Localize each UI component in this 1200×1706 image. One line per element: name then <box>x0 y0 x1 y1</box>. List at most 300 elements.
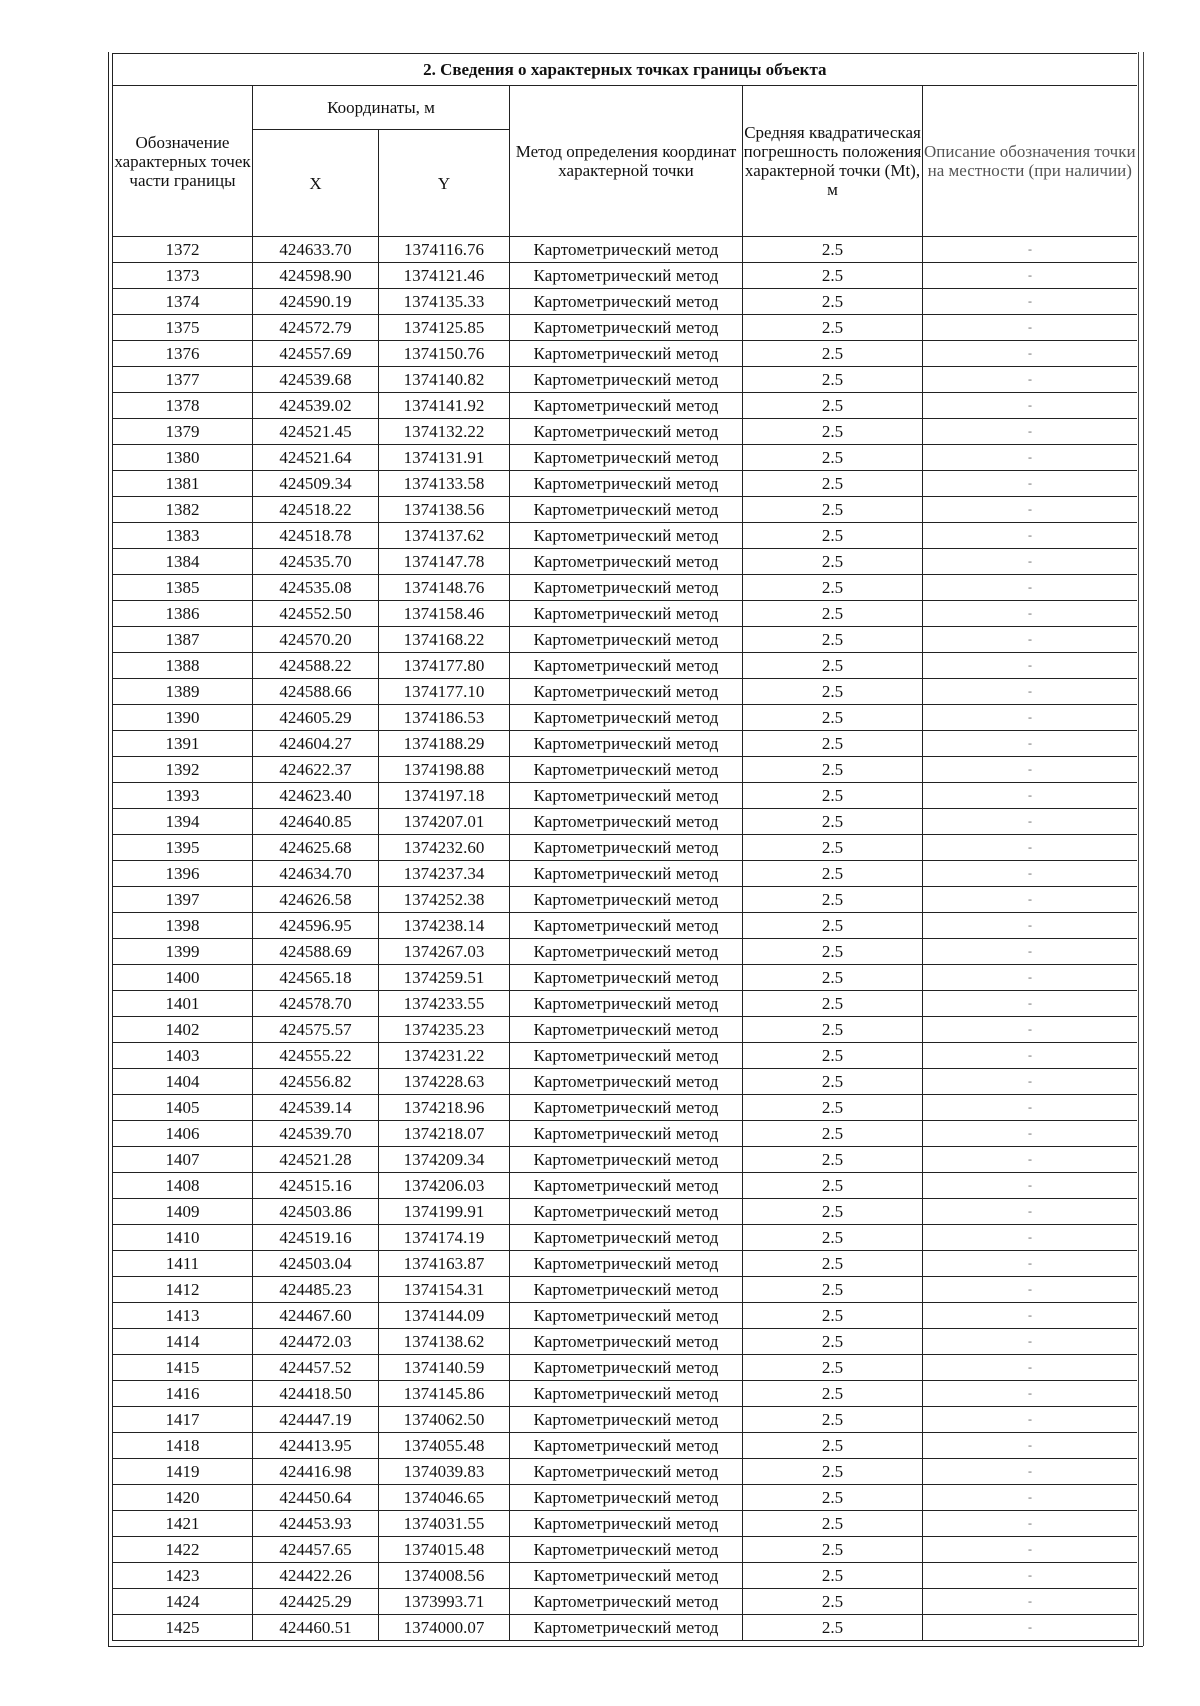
description-dash: - <box>1028 1516 1032 1530</box>
point-id-cell: 1384 <box>113 549 253 575</box>
accuracy-cell: 2.5 <box>743 601 923 627</box>
description-dash: - <box>1028 242 1032 256</box>
y-coordinate-cell: 1374235.23 <box>379 1017 510 1043</box>
method-cell: Картометрический метод <box>510 1069 743 1095</box>
method-cell: Картометрический метод <box>510 731 743 757</box>
description-dash: - <box>1028 320 1032 334</box>
point-id-cell: 1400 <box>113 965 253 991</box>
x-coordinate-cell: 424453.93 <box>253 1511 379 1537</box>
accuracy-cell: 2.5 <box>743 887 923 913</box>
table-row <box>113 1277 1137 1303</box>
method-cell: Картометрический метод <box>510 445 743 471</box>
table-row <box>113 627 1137 653</box>
table-row <box>113 679 1137 705</box>
y-coordinate-cell: 1374046.65 <box>379 1485 510 1511</box>
y-coordinate-cell: 1374158.46 <box>379 601 510 627</box>
description-cell <box>923 497 1137 523</box>
accuracy-cell: 2.5 <box>743 705 923 731</box>
accuracy-cell: 2.5 <box>743 1589 923 1615</box>
x-coordinate-cell: 424535.70 <box>253 549 379 575</box>
description-cell <box>923 939 1137 965</box>
description-dash: - <box>1028 1490 1032 1504</box>
table-row <box>113 653 1137 679</box>
table-row <box>113 1199 1137 1225</box>
accuracy-cell: 2.5 <box>743 1511 923 1537</box>
description-cell <box>923 1303 1137 1329</box>
description-dash: - <box>1028 1464 1032 1478</box>
x-coordinate-cell: 424472.03 <box>253 1329 379 1355</box>
table-row <box>113 1511 1137 1537</box>
accuracy-cell: 2.5 <box>743 315 923 341</box>
table-row <box>113 835 1137 861</box>
method-cell: Картометрический метод <box>510 549 743 575</box>
description-dash: - <box>1028 1334 1032 1348</box>
point-id-cell: 1405 <box>113 1095 253 1121</box>
table-row <box>113 315 1137 341</box>
point-id-cell: 1419 <box>113 1459 253 1485</box>
table-row <box>113 991 1137 1017</box>
x-coordinate-cell: 424598.90 <box>253 263 379 289</box>
description-cell <box>923 1225 1137 1251</box>
method-cell: Картометрический метод <box>510 575 743 601</box>
accuracy-cell: 2.5 <box>743 653 923 679</box>
accuracy-cell: 2.5 <box>743 1225 923 1251</box>
accuracy-cell: 2.5 <box>743 1615 923 1641</box>
description-cell <box>923 1277 1137 1303</box>
description-dash: - <box>1028 1022 1032 1036</box>
table-row <box>113 757 1137 783</box>
point-id-cell: 1375 <box>113 315 253 341</box>
description-dash: - <box>1028 710 1032 724</box>
point-id-cell: 1394 <box>113 809 253 835</box>
x-coordinate-cell: 424539.68 <box>253 367 379 393</box>
method-cell: Картометрический метод <box>510 1303 743 1329</box>
x-coordinate-cell: 424565.18 <box>253 965 379 991</box>
x-coordinate-cell: 424467.60 <box>253 1303 379 1329</box>
method-cell: Картометрический метод <box>510 1199 743 1225</box>
description-dash: - <box>1028 372 1032 386</box>
description-dash: - <box>1028 606 1032 620</box>
table-row <box>113 523 1137 549</box>
y-coordinate-cell: 1374000.07 <box>379 1615 510 1641</box>
method-cell: Картометрический метод <box>510 835 743 861</box>
y-coordinate-cell: 1374150.76 <box>379 341 510 367</box>
table-row <box>113 1329 1137 1355</box>
description-dash: - <box>1028 294 1032 308</box>
boundary-points-table <box>112 53 1137 1641</box>
point-id-cell: 1411 <box>113 1251 253 1277</box>
description-cell <box>923 1407 1137 1433</box>
description-cell <box>923 653 1137 679</box>
point-id-cell: 1385 <box>113 575 253 601</box>
accuracy-cell: 2.5 <box>743 1381 923 1407</box>
point-id-cell: 1403 <box>113 1043 253 1069</box>
accuracy-cell: 2.5 <box>743 627 923 653</box>
description-cell <box>923 471 1137 497</box>
y-coordinate-cell: 1374177.80 <box>379 653 510 679</box>
y-coordinate-cell: 1374039.83 <box>379 1459 510 1485</box>
description-cell <box>923 1537 1137 1563</box>
point-id-cell: 1376 <box>113 341 253 367</box>
x-coordinate-cell: 424418.50 <box>253 1381 379 1407</box>
description-cell <box>923 523 1137 549</box>
table-row <box>113 731 1137 757</box>
y-coordinate-cell: 1374267.03 <box>379 939 510 965</box>
y-coordinate-cell: 1374163.87 <box>379 1251 510 1277</box>
x-coordinate-cell: 424519.16 <box>253 1225 379 1251</box>
description-cell <box>923 835 1137 861</box>
point-id-cell: 1407 <box>113 1147 253 1173</box>
description-cell <box>923 1121 1137 1147</box>
description-cell <box>923 1251 1137 1277</box>
description-cell <box>923 731 1137 757</box>
method-cell: Картометрический метод <box>510 1615 743 1641</box>
accuracy-cell: 2.5 <box>743 861 923 887</box>
accuracy-cell: 2.5 <box>743 913 923 939</box>
description-dash: - <box>1028 554 1032 568</box>
y-coordinate-cell: 1374207.01 <box>379 809 510 835</box>
x-coordinate-cell: 424557.69 <box>253 341 379 367</box>
method-cell: Картометрический метод <box>510 1485 743 1511</box>
header-method: Метод определения координат характерной точки <box>510 86 743 237</box>
accuracy-cell: 2.5 <box>743 757 923 783</box>
accuracy-cell: 2.5 <box>743 497 923 523</box>
accuracy-cell: 2.5 <box>743 1173 923 1199</box>
accuracy-cell: 2.5 <box>743 1199 923 1225</box>
section-title: 2. Сведения о характерных точках границы объекта <box>113 54 1137 86</box>
point-id-cell: 1417 <box>113 1407 253 1433</box>
description-cell <box>923 991 1137 1017</box>
y-coordinate-cell: 1374138.56 <box>379 497 510 523</box>
x-coordinate-cell: 424509.34 <box>253 471 379 497</box>
description-cell <box>923 1459 1137 1485</box>
accuracy-cell: 2.5 <box>743 1147 923 1173</box>
x-coordinate-cell: 424521.64 <box>253 445 379 471</box>
table-row <box>113 1589 1137 1615</box>
table-row <box>113 601 1137 627</box>
accuracy-cell: 2.5 <box>743 1095 923 1121</box>
point-id-cell: 1395 <box>113 835 253 861</box>
method-cell: Картометрический метод <box>510 939 743 965</box>
header-x: X <box>253 130 379 237</box>
accuracy-cell: 2.5 <box>743 939 923 965</box>
accuracy-cell: 2.5 <box>743 731 923 757</box>
description-cell <box>923 1615 1137 1641</box>
point-id-cell: 1388 <box>113 653 253 679</box>
accuracy-cell: 2.5 <box>743 471 923 497</box>
table-row <box>113 1303 1137 1329</box>
y-coordinate-cell: 1374188.29 <box>379 731 510 757</box>
table-row <box>113 783 1137 809</box>
point-id-cell: 1387 <box>113 627 253 653</box>
description-cell <box>923 1147 1137 1173</box>
accuracy-cell: 2.5 <box>743 393 923 419</box>
method-cell: Картометрический метод <box>510 1173 743 1199</box>
description-cell <box>923 679 1137 705</box>
description-dash: - <box>1028 1386 1032 1400</box>
x-coordinate-cell: 424413.95 <box>253 1433 379 1459</box>
x-coordinate-cell: 424634.70 <box>253 861 379 887</box>
y-coordinate-cell: 1374154.31 <box>379 1277 510 1303</box>
point-id-cell: 1418 <box>113 1433 253 1459</box>
description-dash: - <box>1028 476 1032 490</box>
x-coordinate-cell: 424588.22 <box>253 653 379 679</box>
y-coordinate-cell: 1374197.18 <box>379 783 510 809</box>
y-coordinate-cell: 1374177.10 <box>379 679 510 705</box>
description-dash: - <box>1028 918 1032 932</box>
method-cell: Картометрический метод <box>510 263 743 289</box>
x-coordinate-cell: 424518.78 <box>253 523 379 549</box>
method-cell: Картометрический метод <box>510 237 743 263</box>
method-cell: Картометрический метод <box>510 887 743 913</box>
x-coordinate-cell: 424460.51 <box>253 1615 379 1641</box>
method-cell: Картометрический метод <box>510 1355 743 1381</box>
description-cell <box>923 705 1137 731</box>
description-cell <box>923 1043 1137 1069</box>
x-coordinate-cell: 424518.22 <box>253 497 379 523</box>
description-cell <box>923 965 1137 991</box>
method-cell: Картометрический метод <box>510 1459 743 1485</box>
table-row <box>113 1355 1137 1381</box>
description-dash: - <box>1028 1282 1032 1296</box>
description-dash: - <box>1028 840 1032 854</box>
table-row <box>113 289 1137 315</box>
method-cell: Картометрический метод <box>510 1017 743 1043</box>
description-cell <box>923 419 1137 445</box>
x-coordinate-cell: 424521.28 <box>253 1147 379 1173</box>
description-cell <box>923 341 1137 367</box>
point-id-cell: 1422 <box>113 1537 253 1563</box>
accuracy-cell: 2.5 <box>743 1303 923 1329</box>
description-dash: - <box>1028 684 1032 698</box>
description-dash: - <box>1028 944 1032 958</box>
y-coordinate-cell: 1374141.92 <box>379 393 510 419</box>
description-dash: - <box>1028 1620 1032 1634</box>
method-cell: Картометрический метод <box>510 809 743 835</box>
description-dash: - <box>1028 1178 1032 1192</box>
description-dash: - <box>1028 1308 1032 1322</box>
x-coordinate-cell: 424588.69 <box>253 939 379 965</box>
description-cell <box>923 263 1137 289</box>
method-cell: Картометрический метод <box>510 1147 743 1173</box>
description-dash: - <box>1028 1152 1032 1166</box>
method-cell: Картометрический метод <box>510 1095 743 1121</box>
y-coordinate-cell: 1374231.22 <box>379 1043 510 1069</box>
x-coordinate-cell: 424539.70 <box>253 1121 379 1147</box>
point-id-cell: 1412 <box>113 1277 253 1303</box>
description-dash: - <box>1028 632 1032 646</box>
point-id-cell: 1374 <box>113 289 253 315</box>
method-cell: Картометрический метод <box>510 627 743 653</box>
description-dash: - <box>1028 970 1032 984</box>
description-cell <box>923 887 1137 913</box>
method-cell: Картометрический метод <box>510 705 743 731</box>
point-id-cell: 1399 <box>113 939 253 965</box>
description-cell <box>923 289 1137 315</box>
point-id-cell: 1423 <box>113 1563 253 1589</box>
x-coordinate-cell: 424450.64 <box>253 1485 379 1511</box>
description-cell <box>923 601 1137 627</box>
method-cell: Картометрический метод <box>510 601 743 627</box>
table-row <box>113 575 1137 601</box>
point-id-cell: 1372 <box>113 237 253 263</box>
method-cell: Картометрический метод <box>510 1329 743 1355</box>
point-id-cell: 1396 <box>113 861 253 887</box>
x-coordinate-cell: 424503.04 <box>253 1251 379 1277</box>
table-row <box>113 1407 1137 1433</box>
table-row <box>113 1069 1137 1095</box>
description-dash: - <box>1028 1594 1032 1608</box>
y-coordinate-cell: 1374209.34 <box>379 1147 510 1173</box>
method-cell: Картометрический метод <box>510 653 743 679</box>
y-coordinate-cell: 1374233.55 <box>379 991 510 1017</box>
table-body <box>113 237 1137 1641</box>
description-dash: - <box>1028 1360 1032 1374</box>
accuracy-cell: 2.5 <box>743 1043 923 1069</box>
x-coordinate-cell: 424539.02 <box>253 393 379 419</box>
accuracy-cell: 2.5 <box>743 367 923 393</box>
x-coordinate-cell: 424503.86 <box>253 1199 379 1225</box>
accuracy-cell: 2.5 <box>743 1329 923 1355</box>
point-id-cell: 1391 <box>113 731 253 757</box>
accuracy-cell: 2.5 <box>743 1017 923 1043</box>
point-id-cell: 1398 <box>113 913 253 939</box>
y-coordinate-cell: 1374133.58 <box>379 471 510 497</box>
x-coordinate-cell: 424570.20 <box>253 627 379 653</box>
description-dash: - <box>1028 814 1032 828</box>
description-cell <box>923 1069 1137 1095</box>
x-coordinate-cell: 424552.50 <box>253 601 379 627</box>
x-coordinate-cell: 424485.23 <box>253 1277 379 1303</box>
x-coordinate-cell: 424515.16 <box>253 1173 379 1199</box>
accuracy-cell: 2.5 <box>743 1459 923 1485</box>
y-coordinate-cell: 1374125.85 <box>379 315 510 341</box>
table-row <box>113 965 1137 991</box>
description-dash: - <box>1028 1542 1032 1556</box>
method-cell: Картометрический метод <box>510 1043 743 1069</box>
description-cell <box>923 1485 1137 1511</box>
accuracy-cell: 2.5 <box>743 445 923 471</box>
x-coordinate-cell: 424604.27 <box>253 731 379 757</box>
method-cell: Картометрический метод <box>510 757 743 783</box>
y-coordinate-cell: 1374055.48 <box>379 1433 510 1459</box>
x-coordinate-cell: 424640.85 <box>253 809 379 835</box>
accuracy-cell: 2.5 <box>743 1433 923 1459</box>
y-coordinate-cell: 1374145.86 <box>379 1381 510 1407</box>
description-dash: - <box>1028 1438 1032 1452</box>
point-id-cell: 1386 <box>113 601 253 627</box>
point-id-cell: 1406 <box>113 1121 253 1147</box>
table-row <box>113 1563 1137 1589</box>
description-cell <box>923 1173 1137 1199</box>
description-dash: - <box>1028 424 1032 438</box>
y-coordinate-cell: 1374259.51 <box>379 965 510 991</box>
description-dash: - <box>1028 1204 1032 1218</box>
y-coordinate-cell: 1374062.50 <box>379 1407 510 1433</box>
point-id-cell: 1408 <box>113 1173 253 1199</box>
accuracy-cell: 2.5 <box>743 783 923 809</box>
description-dash: - <box>1028 1568 1032 1582</box>
y-coordinate-cell: 1374168.22 <box>379 627 510 653</box>
point-id-cell: 1397 <box>113 887 253 913</box>
table-row <box>113 705 1137 731</box>
x-coordinate-cell: 424575.57 <box>253 1017 379 1043</box>
x-coordinate-cell: 424457.52 <box>253 1355 379 1381</box>
description-dash: - <box>1028 996 1032 1010</box>
accuracy-cell: 2.5 <box>743 1537 923 1563</box>
point-id-cell: 1414 <box>113 1329 253 1355</box>
page-frame-right-edge <box>1138 52 1144 1646</box>
description-dash: - <box>1028 762 1032 776</box>
x-coordinate-cell: 424622.37 <box>253 757 379 783</box>
accuracy-cell: 2.5 <box>743 549 923 575</box>
table-row <box>113 367 1137 393</box>
description-dash: - <box>1028 1230 1032 1244</box>
accuracy-cell: 2.5 <box>743 1407 923 1433</box>
method-cell: Картометрический метод <box>510 341 743 367</box>
accuracy-cell: 2.5 <box>743 679 923 705</box>
description-dash: - <box>1028 528 1032 542</box>
description-cell <box>923 393 1137 419</box>
point-id-cell: 1416 <box>113 1381 253 1407</box>
description-dash: - <box>1028 788 1032 802</box>
description-dash: - <box>1028 346 1032 360</box>
x-coordinate-cell: 424521.45 <box>253 419 379 445</box>
table-row <box>113 1251 1137 1277</box>
y-coordinate-cell: 1374199.91 <box>379 1199 510 1225</box>
y-coordinate-cell: 1374131.91 <box>379 445 510 471</box>
accuracy-cell: 2.5 <box>743 835 923 861</box>
description-cell <box>923 757 1137 783</box>
method-cell: Картометрический метод <box>510 991 743 1017</box>
description-dash: - <box>1028 1256 1032 1270</box>
method-cell: Картометрический метод <box>510 1225 743 1251</box>
description-cell <box>923 1199 1137 1225</box>
description-cell <box>923 367 1137 393</box>
method-cell: Картометрический метод <box>510 861 743 887</box>
description-dash: - <box>1028 398 1032 412</box>
y-coordinate-cell: 1374174.19 <box>379 1225 510 1251</box>
table-row <box>113 1173 1137 1199</box>
y-coordinate-cell: 1374132.22 <box>379 419 510 445</box>
method-cell: Картометрический метод <box>510 1563 743 1589</box>
method-cell: Картометрический метод <box>510 289 743 315</box>
y-coordinate-cell: 1374147.78 <box>379 549 510 575</box>
point-id-cell: 1421 <box>113 1511 253 1537</box>
point-id-cell: 1413 <box>113 1303 253 1329</box>
accuracy-cell: 2.5 <box>743 237 923 263</box>
header-coordinates: Координаты, м <box>253 86 510 130</box>
method-cell: Картометрический метод <box>510 1433 743 1459</box>
x-coordinate-cell: 424447.19 <box>253 1407 379 1433</box>
method-cell: Картометрический метод <box>510 1277 743 1303</box>
y-coordinate-cell: 1374008.56 <box>379 1563 510 1589</box>
description-dash: - <box>1028 1048 1032 1062</box>
y-coordinate-cell: 1374135.33 <box>379 289 510 315</box>
description-cell <box>923 1589 1137 1615</box>
table-row <box>113 1537 1137 1563</box>
description-dash: - <box>1028 268 1032 282</box>
table-row <box>113 1095 1137 1121</box>
point-id-cell: 1380 <box>113 445 253 471</box>
y-coordinate-cell: 1374218.07 <box>379 1121 510 1147</box>
table-row <box>113 341 1137 367</box>
point-id-cell: 1410 <box>113 1225 253 1251</box>
table-row <box>113 1459 1137 1485</box>
header-description: Описание обозначения точки на местности (при наличии) <box>923 86 1137 237</box>
accuracy-cell: 2.5 <box>743 1121 923 1147</box>
method-cell: Картометрический метод <box>510 419 743 445</box>
